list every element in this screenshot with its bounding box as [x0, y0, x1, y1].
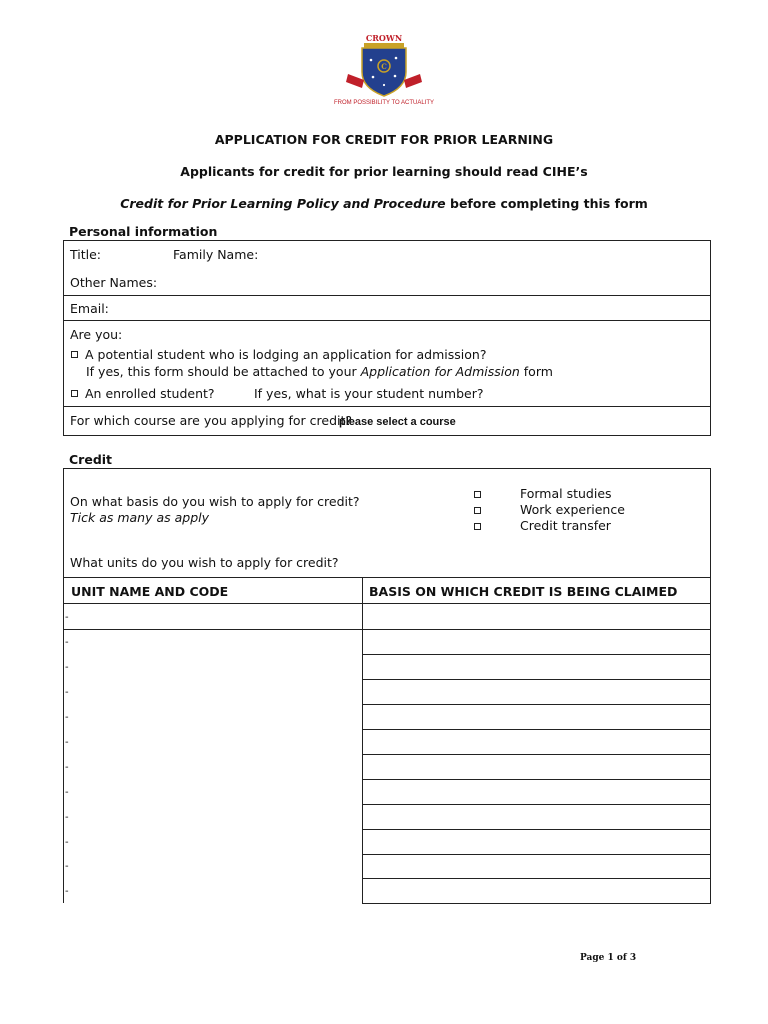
row-marker: -: [65, 612, 69, 623]
policy-name: Credit for Prior Learning Policy and Procedure: [120, 196, 446, 211]
row-marker: -: [65, 812, 69, 823]
form-subtitle-line2: [0, 196, 768, 211]
basis-cell[interactable]: [363, 655, 709, 679]
row-marker: -: [65, 737, 69, 748]
basis-cell[interactable]: [363, 705, 709, 729]
work-experience-label: Work experience: [520, 502, 625, 517]
row-marker: -: [65, 861, 69, 872]
other-names-field[interactable]: [156, 273, 706, 291]
potential-student-checkbox[interactable]: [71, 351, 78, 358]
row-marker: -: [65, 787, 69, 798]
svg-text:C: C: [381, 62, 387, 71]
title-field[interactable]: [106, 245, 166, 263]
basis-cell[interactable]: [363, 630, 709, 654]
basis-cell[interactable]: [363, 730, 709, 754]
basis-cell[interactable]: [363, 830, 709, 854]
are-you-label: Are you:: [70, 327, 123, 342]
logo-name: CROWN: [365, 33, 403, 43]
row-marker: -: [65, 886, 69, 897]
course-label: For which course are you applying for credit?: [70, 413, 353, 428]
enrolled-student-label: An enrolled student?: [85, 386, 215, 401]
personal-section-title: Personal information: [69, 224, 218, 239]
student-number-field[interactable]: [470, 384, 706, 402]
basis-header: BASIS ON WHICH CREDIT IS BEING CLAIMED: [369, 584, 678, 599]
family-name-field[interactable]: [256, 245, 706, 263]
enrolled-student-checkbox[interactable]: [71, 390, 78, 397]
course-select[interactable]: please select a course: [339, 416, 456, 428]
unit-name-header: UNIT NAME AND CODE: [71, 584, 229, 599]
attach-note: If yes, this form should be attached to your Application for Admission form: [86, 364, 553, 379]
row-marker: -: [65, 837, 69, 848]
basis-cell[interactable]: [363, 680, 709, 704]
basis-hint: Tick as many as apply: [70, 510, 210, 525]
email-label: Email:: [70, 301, 109, 316]
basis-cell[interactable]: [363, 755, 709, 779]
formal-studies-label: Formal studies: [520, 486, 612, 501]
row-marker: -: [65, 712, 69, 723]
form-title: APPLICATION FOR CREDIT FOR PRIOR LEARNING: [214, 132, 554, 147]
admission-form-name: Application for Admission: [360, 364, 520, 379]
title-label: Title:: [70, 247, 101, 262]
form-subtitle: Applicants for credit for prior learning should read CIHE’s: [180, 164, 588, 179]
row-marker: -: [65, 762, 69, 773]
credit-transfer-checkbox[interactable]: [474, 523, 481, 530]
email-field[interactable]: [110, 299, 706, 317]
basis-question: On what basis do you wish to apply for credit?: [70, 494, 360, 509]
basis-cell[interactable]: [363, 780, 709, 804]
page-number: Page 1 of 3: [580, 953, 637, 963]
family-name-label: Family Name:: [173, 247, 259, 262]
row-marker: -: [65, 687, 69, 698]
credit-section-title: Credit: [69, 452, 113, 467]
row-marker: -: [65, 637, 69, 648]
basis-cell[interactable]: [363, 855, 709, 878]
work-experience-checkbox[interactable]: [474, 507, 481, 514]
student-number-label: If yes, what is your student number?: [254, 386, 484, 401]
basis-cell[interactable]: [363, 805, 709, 829]
basis-cell[interactable]: [363, 879, 709, 903]
formal-studies-checkbox[interactable]: [474, 491, 481, 498]
logo-tagline: FROM POSSIBILITY TO ACTUALITY: [333, 100, 435, 106]
potential-student-label: A potential student who is lodging an application for admission?: [85, 347, 487, 362]
unit-name-cell[interactable]: [64, 630, 361, 902]
row-marker: -: [65, 662, 69, 673]
units-question: What units do you wish to apply for credit?: [70, 555, 339, 570]
unit-name-cell[interactable]: [64, 604, 361, 628]
policy-suffix: before completing this form: [445, 196, 648, 211]
other-names-label: Other Names:: [70, 275, 158, 290]
credit-transfer-label: Credit transfer: [520, 518, 611, 533]
basis-cell[interactable]: [363, 604, 709, 628]
